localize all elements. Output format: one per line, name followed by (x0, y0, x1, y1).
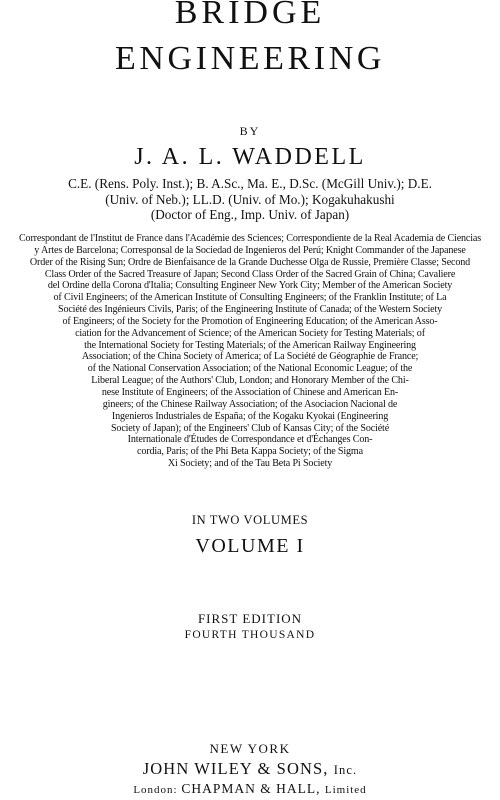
honors-line: ciation for the Advancement of Science; of the American Society for Testing Materials; of (75, 327, 425, 339)
volume-number: VOLUME I (195, 535, 305, 557)
honors-line: of the National Conservation Association; of the National Economic League; of the (87, 363, 413, 375)
book-title-line-2: ENGINEERING (115, 40, 385, 77)
honors-line: of Engineers; of the Society for the Promotion of Engineering Education; of the American Asso- (62, 315, 438, 327)
publisher-suffix: Inc. (333, 763, 358, 777)
by-label: BY (239, 124, 261, 138)
author-name: J. A. L. WADDELL (134, 144, 366, 170)
honors-line: gineers; of the Chinese Railway Association; of the Asociacion Nacional de (102, 398, 398, 410)
credentials-line: (Doctor of Eng., Imp. Univ. of Japan) (150, 207, 350, 223)
author-credentials (0, 176, 500, 223)
honors-line: del Ordine della Corona d'Italia; Consulting Engineer New York City; Member of the American Society (47, 280, 453, 292)
honors-line: Correspondant de l'Institut de France dans l'Académie des Sciences; Correspondiente de la Real Academia de Ciencias (18, 233, 482, 244)
london-label: London: (133, 784, 182, 796)
london-suffix: Limited (324, 784, 367, 796)
publisher-city: NEW YORK (209, 741, 291, 756)
honors-line: Order of the Rising Sun; Ordre de Bienfaisance de la Grande Duchesse Olga de Russie, Première Classe; Second (29, 256, 471, 268)
honors-line: Société des Ingénieurs Civils, Paris; of the Engineering Institute of Canada; of the Western Society (57, 304, 442, 316)
honors-line: Xi Society; and of the Tau Beta Pi Society (167, 458, 333, 470)
edition-label: FIRST EDITION (197, 611, 303, 626)
credentials-line: C.E. (Rens. Poly. Inst.); B. A.Sc., Ma. E., D.Sc. (McGill Univ.); D.E. (68, 176, 432, 191)
volumes-intro: IN TWO VOLUMES (191, 513, 309, 527)
book-title-line-1: BRIDGE (174, 0, 326, 31)
honors-line: Class Order of the Sacred Treasure of Japan; Second Class Order of the Sacred Grain of China; Cavaliere (44, 268, 456, 280)
honors-line: the International Society for Testing Materials; of the American Railway Engineering (84, 339, 416, 351)
london-publisher (0, 781, 500, 797)
honors-line: Internationale d'Études de Correspondance et d'Échanges Con- (127, 434, 373, 446)
publisher-main: JOHN WILEY & SONS, (142, 759, 334, 778)
honors-line: Association; of the China Society of America; of La Société de Géographie de France; (81, 351, 419, 363)
printing-label: FOURTH THOUSAND (184, 629, 316, 641)
honors-line: y Artes de Barcelona; Corresponsal de la Sociedad de Ingenieros del Perú; Knight Commander of the Japanese (34, 244, 466, 256)
london-publisher-name: CHAPMAN & HALL, (181, 781, 325, 796)
honors-line: of Civil Engineers; of the American Institute of Consulting Engineers; of the Franklin Institute; of La (53, 292, 447, 304)
honors-line: cordia, Paris; of the Phi Beta Kappa Society; of the Sigma (137, 446, 363, 458)
honors-line: Liberal League; of the Authors' Club, London; and Honorary Member of the Chi- (91, 375, 409, 387)
author-honors (0, 233, 500, 470)
publisher-name (0, 759, 500, 779)
honors-line: Society of Japan); of the Engineers' Club of Kansas City; of the Société (110, 422, 390, 434)
credentials-line: (Univ. of Neb.); LL.D. (Univ. of Mo.); Kogakuhakushi (105, 191, 395, 207)
honors-line: Ingenieros Industriales de España; of the Kogaku Kyokai (Engineering (111, 410, 389, 422)
honors-line: nese Institute of Engineers; of the Association of Chinese and American En- (101, 386, 399, 398)
